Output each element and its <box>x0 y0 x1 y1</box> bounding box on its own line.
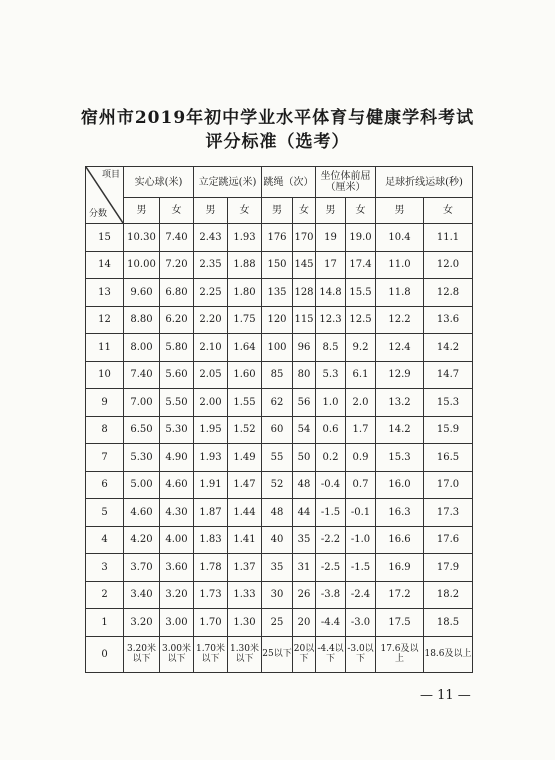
corner-label-item: 项目 <box>101 170 120 180</box>
value-cell: 56 <box>293 389 316 417</box>
gender-header: 女 <box>424 198 473 224</box>
value-cell: 4.60 <box>124 499 160 527</box>
value-cell: 15.3 <box>376 444 424 472</box>
value-cell: 2.00 <box>194 389 228 417</box>
value-cell: 12.2 <box>376 306 424 334</box>
score-cell: 14 <box>86 251 124 279</box>
value-cell: 128 <box>293 279 316 307</box>
gender-header: 男 <box>376 198 424 224</box>
value-cell: 3.70 <box>124 554 160 582</box>
value-cell: -1.0 <box>346 526 376 554</box>
value-cell: 60 <box>262 416 293 444</box>
document-title: 宿州市2019年初中学业水平体育与健康学科考试 <box>80 108 475 128</box>
value-cell: 19 <box>316 224 346 252</box>
page-number: — 11 — <box>420 688 471 703</box>
value-cell: 17.5 <box>376 609 424 637</box>
value-cell: 0.7 <box>346 471 376 499</box>
value-cell: 16.6 <box>376 526 424 554</box>
value-cell: 3.40 <box>124 581 160 609</box>
value-cell: -4.4 <box>316 609 346 637</box>
value-cell: 18.2 <box>424 581 473 609</box>
value-cell: 30 <box>262 581 293 609</box>
group-header: 实心球(米) <box>124 167 194 198</box>
value-cell: 16.3 <box>376 499 424 527</box>
value-cell: -2.2 <box>316 526 346 554</box>
value-cell: 1.30米以下 <box>228 636 262 672</box>
value-cell: 1.7 <box>346 416 376 444</box>
value-cell: 18.6及以上 <box>424 636 473 672</box>
value-cell: 17.4 <box>346 251 376 279</box>
corner-header-cell <box>86 167 124 224</box>
table-row <box>86 444 473 472</box>
value-cell: -4.4以下 <box>316 636 346 672</box>
value-cell: 2.35 <box>194 251 228 279</box>
value-cell: 0.2 <box>316 444 346 472</box>
group-header: 坐位体前屈（厘米） <box>316 167 376 198</box>
value-cell: 12.4 <box>376 334 424 362</box>
value-cell: 5.50 <box>160 389 194 417</box>
value-cell: 17.2 <box>376 581 424 609</box>
value-cell: 1.80 <box>228 279 262 307</box>
value-cell: 12.8 <box>424 279 473 307</box>
value-cell: -1.5 <box>346 554 376 582</box>
value-cell: 31 <box>293 554 316 582</box>
value-cell: 100 <box>262 334 293 362</box>
value-cell: 9.2 <box>346 334 376 362</box>
table-row <box>86 279 473 307</box>
value-cell: 1.78 <box>194 554 228 582</box>
value-cell: 3.20米以下 <box>124 636 160 672</box>
value-cell: 20 <box>293 609 316 637</box>
value-cell: 7.40 <box>160 224 194 252</box>
value-cell: 18.5 <box>424 609 473 637</box>
table-row <box>86 334 473 362</box>
value-cell: 6.80 <box>160 279 194 307</box>
group-header: 跳绳（次） <box>262 167 316 198</box>
value-cell: 1.49 <box>228 444 262 472</box>
value-cell: 5.00 <box>124 471 160 499</box>
value-cell: 14.7 <box>424 361 473 389</box>
value-cell: 4.20 <box>124 526 160 554</box>
value-cell: 14.2 <box>424 334 473 362</box>
value-cell: 16.0 <box>376 471 424 499</box>
value-cell: 11.8 <box>376 279 424 307</box>
value-cell: 12.5 <box>346 306 376 334</box>
value-cell: 15.5 <box>346 279 376 307</box>
score-cell: 1 <box>86 609 124 637</box>
score-cell: 13 <box>86 279 124 307</box>
value-cell: 1.44 <box>228 499 262 527</box>
value-cell: -1.5 <box>316 499 346 527</box>
value-cell: 1.95 <box>194 416 228 444</box>
value-cell: 1.91 <box>194 471 228 499</box>
value-cell: 8.00 <box>124 334 160 362</box>
value-cell: 0.6 <box>316 416 346 444</box>
value-cell: 176 <box>262 224 293 252</box>
value-cell: 4.90 <box>160 444 194 472</box>
value-cell: -0.1 <box>346 499 376 527</box>
value-cell: 1.88 <box>228 251 262 279</box>
table-row <box>86 416 473 444</box>
gender-header: 女 <box>160 198 194 224</box>
value-cell: 9.60 <box>124 279 160 307</box>
value-cell: 115 <box>293 306 316 334</box>
score-cell: 10 <box>86 361 124 389</box>
gender-header: 女 <box>293 198 316 224</box>
value-cell: 80 <box>293 361 316 389</box>
value-cell: 1.52 <box>228 416 262 444</box>
value-cell: 17.3 <box>424 499 473 527</box>
table-row <box>86 526 473 554</box>
value-cell: 135 <box>262 279 293 307</box>
value-cell: 0.9 <box>346 444 376 472</box>
value-cell: 62 <box>262 389 293 417</box>
value-cell: 12.0 <box>424 251 473 279</box>
value-cell: 15.3 <box>424 389 473 417</box>
value-cell: 1.47 <box>228 471 262 499</box>
value-cell: -2.5 <box>316 554 346 582</box>
value-cell: 3.20 <box>124 609 160 637</box>
value-cell: 8.80 <box>124 306 160 334</box>
value-cell: 1.41 <box>228 526 262 554</box>
value-cell: 5.3 <box>316 361 346 389</box>
score-cell: 2 <box>86 581 124 609</box>
table-row <box>86 251 473 279</box>
value-cell: 26 <box>293 581 316 609</box>
scoring-table <box>85 166 473 673</box>
score-cell: 5 <box>86 499 124 527</box>
value-cell: 1.70米以下 <box>194 636 228 672</box>
value-cell: 170 <box>293 224 316 252</box>
value-cell: 48 <box>293 471 316 499</box>
value-cell: 4.60 <box>160 471 194 499</box>
value-cell: 2.0 <box>346 389 376 417</box>
score-cell: 6 <box>86 471 124 499</box>
value-cell: 16.9 <box>376 554 424 582</box>
value-cell: 3.60 <box>160 554 194 582</box>
value-cell: 13.6 <box>424 306 473 334</box>
value-cell: 17 <box>316 251 346 279</box>
value-cell: -0.4 <box>316 471 346 499</box>
table-row <box>86 581 473 609</box>
value-cell: 2.05 <box>194 361 228 389</box>
value-cell: 40 <box>262 526 293 554</box>
table-row <box>86 636 473 672</box>
value-cell: 1.0 <box>316 389 346 417</box>
value-cell: 14.2 <box>376 416 424 444</box>
score-cell: 3 <box>86 554 124 582</box>
value-cell: 50 <box>293 444 316 472</box>
value-cell: 16.5 <box>424 444 473 472</box>
value-cell: 7.40 <box>124 361 160 389</box>
value-cell: 35 <box>262 554 293 582</box>
value-cell: 17.6 <box>424 526 473 554</box>
value-cell: 5.30 <box>124 444 160 472</box>
value-cell: 12.3 <box>316 306 346 334</box>
value-cell: 120 <box>262 306 293 334</box>
value-cell: 48 <box>262 499 293 527</box>
score-cell: 4 <box>86 526 124 554</box>
value-cell: 1.37 <box>228 554 262 582</box>
group-header: 足球折线运球(秒) <box>376 167 473 198</box>
table-body <box>86 224 473 673</box>
value-cell: 3.20 <box>160 581 194 609</box>
table-row <box>86 471 473 499</box>
score-cell: 8 <box>86 416 124 444</box>
value-cell: 1.73 <box>194 581 228 609</box>
table-row <box>86 306 473 334</box>
value-cell: -2.4 <box>346 581 376 609</box>
gender-header: 女 <box>346 198 376 224</box>
value-cell: 13.2 <box>376 389 424 417</box>
value-cell: 4.30 <box>160 499 194 527</box>
value-cell: 1.87 <box>194 499 228 527</box>
score-cell: 9 <box>86 389 124 417</box>
value-cell: -3.8 <box>316 581 346 609</box>
value-cell: 55 <box>262 444 293 472</box>
value-cell: 2.20 <box>194 306 228 334</box>
score-cell: 7 <box>86 444 124 472</box>
value-cell: 1.33 <box>228 581 262 609</box>
document-subtitle: 评分标准（选考） <box>205 132 350 152</box>
value-cell: -3.0 <box>346 609 376 637</box>
value-cell: 1.75 <box>228 306 262 334</box>
value-cell: 2.43 <box>194 224 228 252</box>
score-cell: 11 <box>86 334 124 362</box>
value-cell: 12.9 <box>376 361 424 389</box>
table-row <box>86 361 473 389</box>
value-cell: 15.9 <box>424 416 473 444</box>
value-cell: 1.93 <box>194 444 228 472</box>
table-row <box>86 554 473 582</box>
table-row <box>86 389 473 417</box>
value-cell: 17.0 <box>424 471 473 499</box>
corner-label-score: 分数 <box>89 209 108 219</box>
value-cell: 4.00 <box>160 526 194 554</box>
table-row <box>86 224 473 252</box>
value-cell: 1.60 <box>228 361 262 389</box>
value-cell: 35 <box>293 526 316 554</box>
value-cell: 1.64 <box>228 334 262 362</box>
value-cell: 6.50 <box>124 416 160 444</box>
value-cell: 25以下 <box>262 636 293 672</box>
value-cell: 145 <box>293 251 316 279</box>
value-cell: 10.4 <box>376 224 424 252</box>
value-cell: 3.00米以下 <box>160 636 194 672</box>
value-cell: 10.30 <box>124 224 160 252</box>
gender-header: 男 <box>194 198 228 224</box>
value-cell: 2.25 <box>194 279 228 307</box>
value-cell: 5.60 <box>160 361 194 389</box>
value-cell: 17.9 <box>424 554 473 582</box>
value-cell: 1.93 <box>228 224 262 252</box>
score-cell: 15 <box>86 224 124 252</box>
gender-header: 女 <box>228 198 262 224</box>
value-cell: 17.6及以上 <box>376 636 424 672</box>
value-cell: 7.20 <box>160 251 194 279</box>
score-cell: 12 <box>86 306 124 334</box>
value-cell: 96 <box>293 334 316 362</box>
table-row <box>86 609 473 637</box>
value-cell: 54 <box>293 416 316 444</box>
value-cell: 1.83 <box>194 526 228 554</box>
value-cell: 1.30 <box>228 609 262 637</box>
value-cell: 11.0 <box>376 251 424 279</box>
value-cell: 2.10 <box>194 334 228 362</box>
value-cell: 1.70 <box>194 609 228 637</box>
value-cell: 5.30 <box>160 416 194 444</box>
value-cell: 11.1 <box>424 224 473 252</box>
score-cell: 0 <box>86 636 124 672</box>
value-cell: 8.5 <box>316 334 346 362</box>
value-cell: 6.1 <box>346 361 376 389</box>
value-cell: 25 <box>262 609 293 637</box>
value-cell: 10.00 <box>124 251 160 279</box>
value-cell: -3.0以下 <box>346 636 376 672</box>
value-cell: 6.20 <box>160 306 194 334</box>
value-cell: 85 <box>262 361 293 389</box>
gender-header: 男 <box>124 198 160 224</box>
value-cell: 7.00 <box>124 389 160 417</box>
table-row <box>86 499 473 527</box>
value-cell: 14.8 <box>316 279 346 307</box>
group-header: 立定跳远(米) <box>194 167 262 198</box>
value-cell: 1.55 <box>228 389 262 417</box>
gender-header: 男 <box>262 198 293 224</box>
gender-header: 男 <box>316 198 346 224</box>
value-cell: 5.80 <box>160 334 194 362</box>
value-cell: 19.0 <box>346 224 376 252</box>
value-cell: 20以下 <box>293 636 316 672</box>
value-cell: 150 <box>262 251 293 279</box>
value-cell: 3.00 <box>160 609 194 637</box>
value-cell: 52 <box>262 471 293 499</box>
value-cell: 44 <box>293 499 316 527</box>
